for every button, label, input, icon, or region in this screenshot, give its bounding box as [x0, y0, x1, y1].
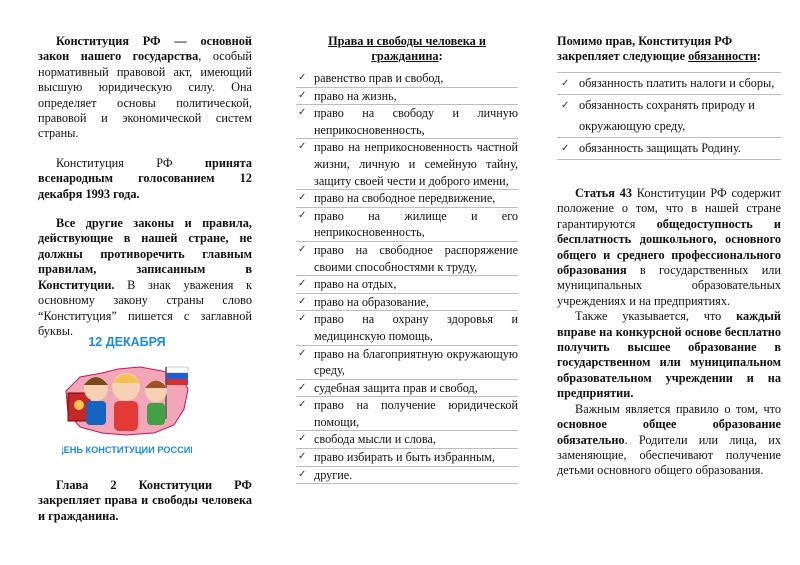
column-rights	[296, 34, 518, 484]
intro-rest: , особый нормативный правовой акт, имеющий высшую юридическую силу. Она определяет основы политической, правовой и экономической систем страны.	[38, 49, 252, 141]
banner-title: ДЕНЬ КОНСТИТУЦИИ РОССИИ	[62, 445, 192, 455]
duties-list-item: ✓ обязанность сохранять природу и окружающую среду,	[557, 95, 781, 138]
duties-list-item: ✓ обязанность защищать Родину.	[557, 138, 781, 160]
adoption-bold: принята всенародным голосованием 12 декабря 1993 года.	[38, 155, 252, 201]
laws-rest: В знак уважения к основному закону страны слово “Конституция” пишется с заглавной буквы.	[38, 277, 252, 338]
rights-list-item: ✓ другие.	[296, 467, 518, 485]
rights-list-item: ✓ право на жизнь,	[296, 88, 518, 106]
mandatory-ed-bold: основное общее образование обязательно	[557, 417, 781, 447]
rights-list-item: ✓ право на охрану здоровья и медицинскую помощь,	[296, 311, 518, 345]
duties-heading-colon: :	[756, 49, 761, 63]
rights-list	[296, 70, 518, 484]
rights-title	[296, 34, 518, 64]
column-duties-education	[557, 34, 781, 479]
mandatory-ed-text1: Важным является правило о том, что	[575, 401, 781, 416]
duties-list	[557, 72, 781, 160]
chapter2-bold: Глава 2 Конституции РФ закрепляет права и свободы человека и гражданина.	[38, 478, 252, 523]
article43-bold2: общедоступность и бесплатность дошкольного, основного общего и среднего профессионального образования	[557, 216, 782, 278]
article43-paragraph	[557, 186, 781, 309]
rights-list-item: ✓ право на образование,	[296, 294, 518, 312]
laws-bold: Все другие законы и правила, действующие в нашей стране, не должны противоречить главным правилам, записанным в Конституции.	[38, 216, 252, 292]
rights-title-colon: :	[438, 49, 443, 63]
rights-list-item: ✓ равенство прав и свобод,	[296, 70, 518, 88]
rights-list-item: ✓ право на неприкосновенность частной жизни, личную и семейную тайну, защиту своей чести и доброго имени,	[296, 139, 518, 190]
laws-paragraph	[38, 216, 252, 339]
article43-bold: Статья 43	[575, 186, 632, 200]
rights-list-item: ✓ право на свободу и личную неприкосновенность,	[296, 105, 518, 139]
higher-ed-text: Также указывается, что	[575, 309, 737, 324]
duties-heading-text: Помимо прав, Конституция РФ закрепляет следующие	[557, 34, 733, 63]
article43-text1: Конституции РФ содержит положение о том, что в нашей стране гарантируются	[557, 186, 782, 231]
rights-list-item: ✓ право на свободное распоряжение своими способностями к труду,	[296, 242, 518, 276]
adoption-normal: Конституция РФ	[56, 155, 205, 170]
rights-list-item: ✓ право на отдых,	[296, 276, 518, 294]
duties-heading-underlined: обязанности	[688, 49, 757, 63]
column-constitution-intro	[38, 34, 252, 339]
banner-date: 12 ДЕКАБРЯ	[88, 335, 166, 349]
higher-ed-bold: каждый вправе на конкурсной основе бесплатно получить высшее образование в государственном или муниципальном образовательном учреждении и на предприятии.	[557, 309, 781, 401]
chapter2-block	[38, 478, 252, 524]
rights-list-item: ✓ право избирать и быть избранным,	[296, 449, 518, 467]
rights-list-item: ✓ свобода мысли и слова,	[296, 431, 518, 449]
intro-bold: Конституция РФ — основной закон нашего государства	[38, 34, 252, 64]
rights-list-item: ✓ судебная защита прав и свобод,	[296, 380, 518, 398]
rights-list-item: ✓ право на свободное передвижение,	[296, 190, 518, 208]
duties-list-item: ✓ обязанность платить налоги и сборы,	[557, 72, 781, 95]
constitution-day-illustration	[62, 333, 192, 463]
rights-list-item: ✓ право на благоприятную окружающую среду,	[296, 346, 518, 380]
rights-title-text: Права и свободы человека и гражданина	[328, 34, 486, 63]
adoption-paragraph	[38, 156, 252, 202]
duties-heading	[557, 34, 781, 64]
chapter2-paragraph	[38, 478, 252, 524]
mandatory-ed-text2: . Родители или лица, их заменяющие, обеспечивают получение детьми основного общего образования.	[557, 432, 781, 478]
rights-list-item: ✓ право на жилище и его неприкосновенность,	[296, 208, 518, 242]
intro-paragraph	[38, 34, 252, 142]
rights-list-item: ✓ право на получение юридической помощи,	[296, 397, 518, 431]
article43-text2: в государственных или муниципальных образовательных учреждениях и на предприятиях.	[557, 263, 781, 308]
higher-ed-paragraph	[557, 309, 781, 401]
children-with-flag-picture	[62, 333, 192, 463]
mandatory-ed-paragraph	[557, 402, 781, 479]
